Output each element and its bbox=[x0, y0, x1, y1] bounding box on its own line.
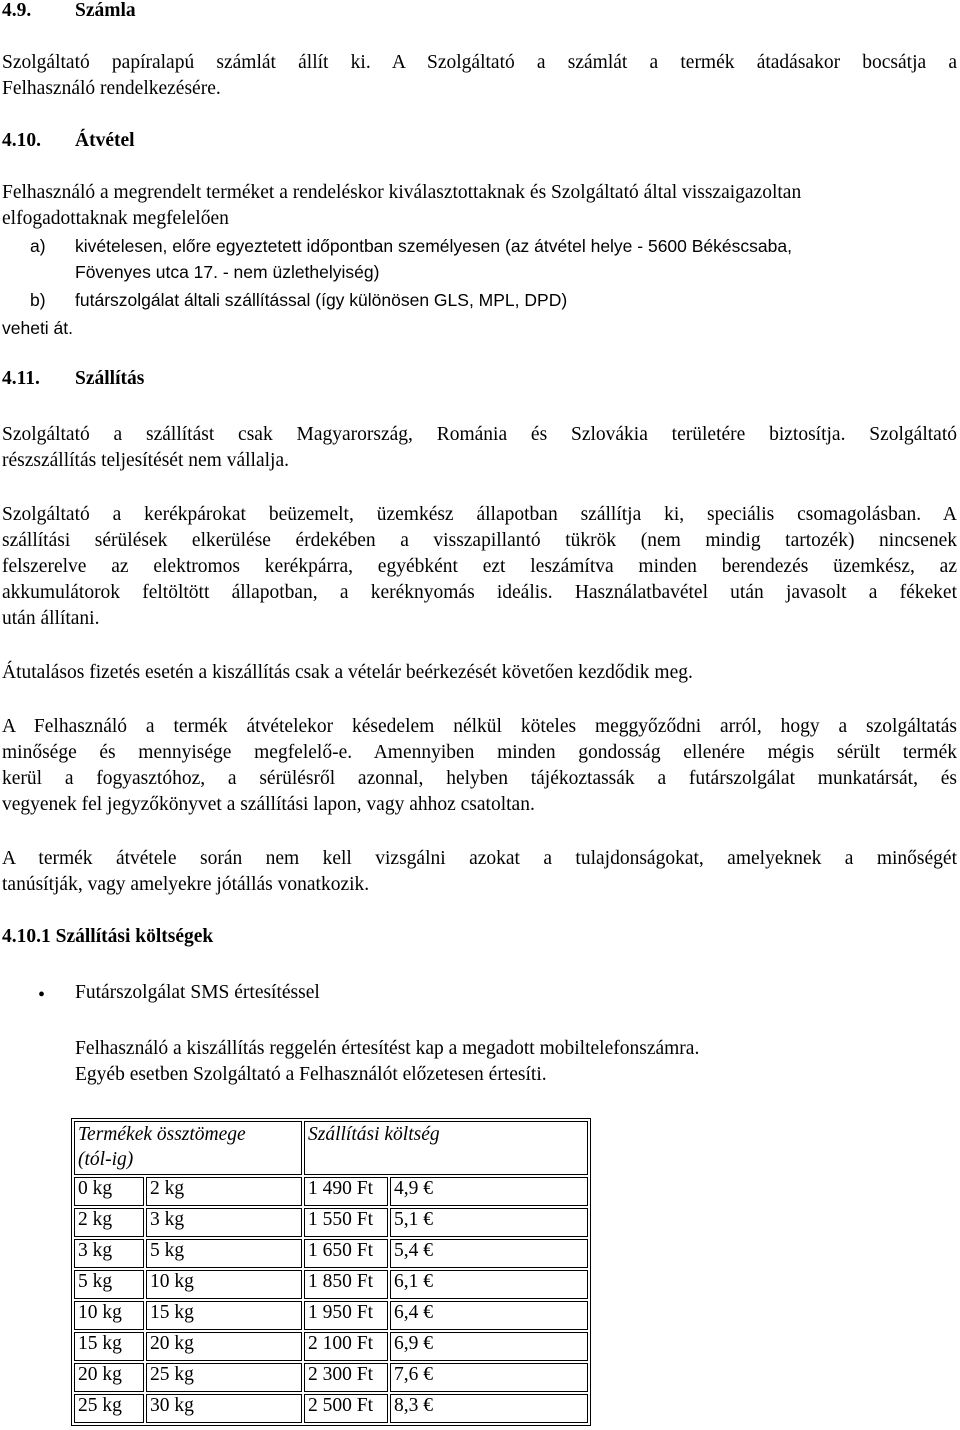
cell-weight-from: 0 kg bbox=[74, 1177, 144, 1206]
header-weight-line: (tól-ig) bbox=[78, 1149, 134, 1170]
list-item-text: Fövenyes utca 17. - nem üzlethelyiség) bbox=[75, 262, 380, 282]
table-row bbox=[74, 1332, 588, 1361]
section-title: Szállítás bbox=[75, 368, 145, 389]
list-item-text: kivételesen, előre egyeztetett időpontban személyesen (az átvétel helye - 5600 Békéscsaba, bbox=[75, 236, 792, 256]
cell-cost-huf: 2 300 Ft bbox=[304, 1363, 388, 1392]
cell-weight-to: 3 kg bbox=[146, 1208, 302, 1237]
cell-cost-huf: 1 650 Ft bbox=[304, 1239, 388, 1268]
cell-cost-eur: 4,9 € bbox=[390, 1177, 588, 1206]
cell-cost-huf: 2 100 Ft bbox=[304, 1332, 388, 1361]
bullet-icon: • bbox=[38, 984, 46, 1006]
cell-weight-to: 2 kg bbox=[146, 1177, 302, 1206]
section-title: Számla bbox=[75, 0, 136, 21]
text-line: elfogadottaknak megfelelően bbox=[2, 208, 229, 229]
cell-weight-from: 5 kg bbox=[74, 1270, 144, 1299]
cell-weight-to: 10 kg bbox=[146, 1270, 302, 1299]
table-row bbox=[74, 1208, 588, 1237]
header-weight-line: Termékek össztömege bbox=[78, 1124, 246, 1145]
table-row bbox=[74, 1394, 588, 1423]
cell-weight-from: 2 kg bbox=[74, 1208, 144, 1237]
text-line: után állítani. bbox=[2, 608, 100, 629]
cell-cost-huf: 1 490 Ft bbox=[304, 1177, 388, 1206]
cell-cost-huf: 2 500 Ft bbox=[304, 1394, 388, 1423]
cell-cost-eur: 6,1 € bbox=[390, 1270, 588, 1299]
cell-weight-from: 25 kg bbox=[74, 1394, 144, 1423]
cell-weight-to: 5 kg bbox=[146, 1239, 302, 1268]
text-line: szállítási sérülések elkerülése érdekében a visszapillantó tükrök (nem mindig tartozék) nincsenek bbox=[2, 530, 957, 551]
cell-cost-eur: 6,4 € bbox=[390, 1301, 588, 1330]
cell-weight-to: 15 kg bbox=[146, 1301, 302, 1330]
section-number: 4.10. bbox=[2, 130, 41, 151]
paragraph bbox=[2, 502, 957, 632]
header-cost: Szállítási költség bbox=[304, 1121, 588, 1175]
text-line: Felhasználó a kiszállítás reggelén értesítést kap a megadott mobiltelefonszámra. bbox=[75, 1038, 700, 1059]
cell-cost-eur: 8,3 € bbox=[390, 1394, 588, 1423]
text-line: Szolgáltató a szállítást csak Magyarország, Románia és Szlovákia területére biztosítja. Szolgáltató bbox=[2, 424, 957, 445]
text-line: akkumulátorok feltöltött állapotban, a keréknyomás ideális. Használatbavétel után javasolt a fékeket bbox=[2, 582, 957, 603]
text-line: Egyéb esetben Szolgáltató a Felhasználót előzetesen értesíti. bbox=[75, 1064, 547, 1085]
table-row bbox=[74, 1177, 588, 1206]
cell-cost-eur: 5,1 € bbox=[390, 1208, 588, 1237]
cell-weight-to: 20 kg bbox=[146, 1332, 302, 1361]
paragraph bbox=[2, 846, 957, 898]
paragraph bbox=[2, 714, 957, 818]
table-row bbox=[74, 1363, 588, 1392]
list-label: a) bbox=[30, 236, 46, 256]
text-line: A Felhasználó a termék átvételekor késedelem nélkül köteles meggyőződni arról, hogy a szolgáltatás bbox=[2, 716, 957, 737]
cell-cost-huf: 1 950 Ft bbox=[304, 1301, 388, 1330]
text-line: Felhasználó rendelkezésére. bbox=[2, 78, 221, 99]
table-row bbox=[74, 1301, 588, 1330]
cell-weight-from: 3 kg bbox=[74, 1239, 144, 1268]
table-header-row bbox=[74, 1121, 588, 1175]
text-line: A termék átvétele során nem kell vizsgálni azokat a tulajdonságokat, amelyeknek a minőségét bbox=[2, 848, 957, 869]
cell-weight-to: 25 kg bbox=[146, 1363, 302, 1392]
text-line: veheti át. bbox=[2, 318, 74, 338]
cell-cost-eur: 7,6 € bbox=[390, 1363, 588, 1392]
text-line: Felhasználó a megrendelt terméket a rendeléskor kiválasztottaknak és Szolgáltató által visszaigazoltan bbox=[2, 182, 802, 203]
section-number: 4.11. bbox=[2, 368, 40, 389]
cell-weight-from: 20 kg bbox=[74, 1363, 144, 1392]
paragraph bbox=[2, 50, 957, 102]
text-line: Szolgáltató papíralapú számlát állít ki. A Szolgáltató a számlát a termék átadásakor bocsátja a bbox=[2, 52, 957, 73]
list-label: b) bbox=[30, 290, 46, 310]
table-row bbox=[74, 1239, 588, 1268]
paragraph bbox=[2, 660, 957, 686]
text-line: minősége és mennyisége megfelelő-e. Amennyiben minden gondosság ellenére mégis sérült termék bbox=[2, 742, 957, 763]
header-weight bbox=[74, 1121, 302, 1175]
cell-cost-huf: 1 850 Ft bbox=[304, 1270, 388, 1299]
section-title: Átvétel bbox=[75, 130, 135, 151]
section-number: 4.9. bbox=[2, 0, 32, 21]
shipping-cost-table bbox=[71, 1118, 591, 1426]
text-line: Szolgáltató a kerékpárokat beüzemelt, üzemkész állapotban szállítja ki, speciális csomagolásban. A bbox=[2, 504, 957, 525]
cell-cost-eur: 5,4 € bbox=[390, 1239, 588, 1268]
bullet-text: Futárszolgálat SMS értesítéssel bbox=[75, 982, 320, 1003]
text-line: Átutalásos fizetés esetén a kiszállítás csak a vételár beérkezését követően kezdődik meg. bbox=[2, 662, 693, 683]
cell-weight-from: 10 kg bbox=[74, 1301, 144, 1330]
cell-weight-to: 30 kg bbox=[146, 1394, 302, 1423]
text-line: tanúsítják, vagy amelyekre jótállás vonatkozik. bbox=[2, 874, 370, 895]
cell-cost-huf: 1 550 Ft bbox=[304, 1208, 388, 1237]
text-line: részszállítás teljesítését nem vállalja. bbox=[2, 450, 289, 471]
cell-weight-from: 15 kg bbox=[74, 1332, 144, 1361]
text-line: felszerelve az elektromos kerékpárra, egyébként ezt leszámítva minden berendezés üzemkész, az bbox=[2, 556, 957, 577]
text-line: kerül a fogyasztóhoz, a sérülésről azonnal, helyben tájékoztassák a futárszolgálat munkatársát, és bbox=[2, 768, 957, 789]
cell-cost-eur: 6,9 € bbox=[390, 1332, 588, 1361]
paragraph bbox=[2, 422, 957, 474]
table-row bbox=[74, 1270, 588, 1299]
text-line: vegyenek fel jegyzőkönyvet a szállítási lapon, vagy ahhoz csatoltan. bbox=[2, 794, 535, 815]
subsection-title: 4.10.1 Szállítási költségek bbox=[2, 926, 214, 947]
list-item-text: futárszolgálat általi szállítással (így különösen GLS, MPL, DPD) bbox=[75, 290, 568, 310]
